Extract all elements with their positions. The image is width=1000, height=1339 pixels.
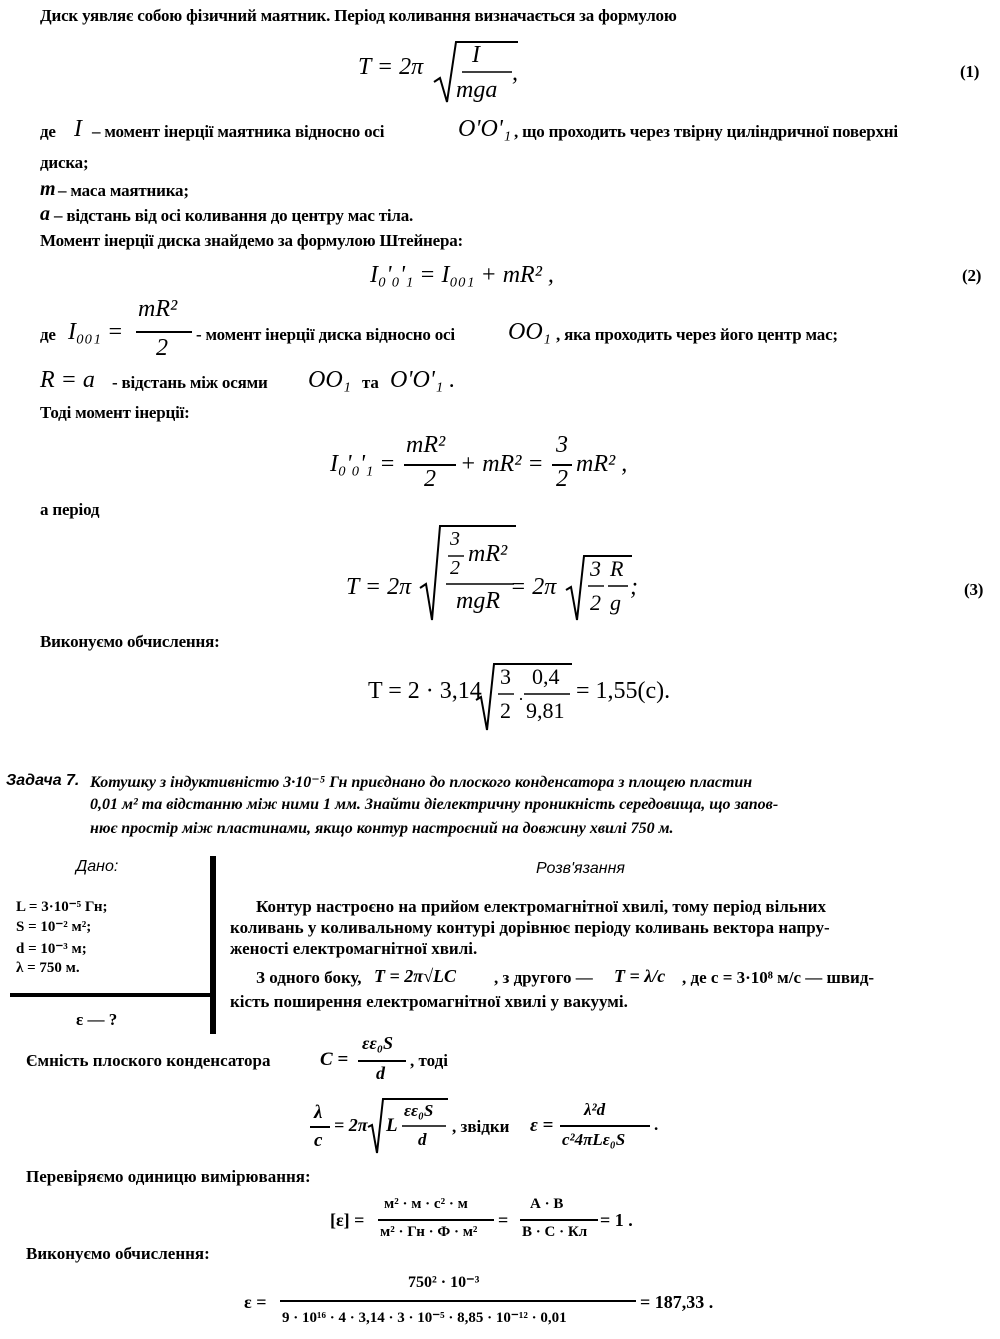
R-eq: R = a [40, 367, 95, 393]
eq3-radical2 [566, 554, 638, 624]
given-item-L: L = 3·10⁻⁵ Гн; [16, 899, 108, 915]
solution-p2b: , з другого — [494, 968, 593, 987]
units-num: м² · м · с² · м [384, 1196, 468, 1212]
eq3-r-c: R [610, 556, 624, 581]
solution-p2d: кість поширення електромагнітної хвилі у вакуумі. [230, 992, 628, 1011]
where-Ioo-lhs: I₀₀₁ = [68, 319, 124, 345]
moment-f2num: 3 [556, 432, 568, 458]
where-Ioo-a: де [40, 325, 56, 344]
eq3-inner-b: 2 [450, 557, 460, 579]
where-m-sym: m [40, 178, 56, 200]
solution-title: Розв'язання [536, 860, 625, 877]
R-and: та [362, 373, 379, 392]
lc-den: c [314, 1130, 323, 1151]
solution-p1-l3: женості електромагнітної хвилі. [230, 939, 478, 958]
where-a-text: – відстань від осі коливання до центру мас тіла. [54, 206, 414, 225]
given-vertical-divider [210, 856, 216, 1034]
cap-intro: Ємність плоского конденсатора [26, 1051, 271, 1070]
units-den2: В · С · Кл [522, 1224, 588, 1240]
cap-lhs: C = [320, 1049, 349, 1070]
units-fracline [378, 1219, 494, 1221]
eps-fracline [560, 1125, 650, 1127]
steiner-intro: Момент інерції диска знайдемо за формулою Штейнера: [40, 231, 464, 250]
calc-intro-2: Виконуємо обчислення: [26, 1244, 210, 1263]
eq3-inner-c: mR² [468, 541, 508, 567]
calc-intro-1: Виконуємо обчислення: [40, 632, 220, 651]
given-item-lambda: λ = 750 м. [16, 960, 80, 976]
eq1-tail: , [512, 60, 518, 86]
solution-p1-l2: коливань у коливальному контурі дорівнює періоду коливань вектора напру- [230, 918, 830, 937]
solution-p2-eq1: T = 2π√LC [374, 966, 456, 986]
calc-result: = 1,55(c). [576, 678, 671, 704]
calc-d: 9,81 [526, 698, 565, 723]
eq1-num: I [472, 42, 480, 68]
eq1-den: mga [456, 77, 498, 103]
where-Ioo-text2: , яка проходить через його центр мас; [556, 325, 838, 344]
where-Ioo-text: - момент інерції диска відносно осі [196, 325, 455, 344]
units-den: м² · Гн · Ф · м² [380, 1224, 478, 1240]
lc-L: L [386, 1115, 398, 1136]
eps-lhs: ε = [530, 1115, 554, 1136]
final-lhs: ε = [244, 1292, 267, 1312]
task7-line1: Котушку з індуктивністю 3·10⁻⁵ Гн приєднано до плоского конденсатора з площею пластин [90, 774, 753, 791]
lc-fracline [310, 1126, 330, 1128]
final-num: 750² · 10⁻³ [408, 1274, 480, 1291]
where-Ioo-fracline [136, 331, 192, 333]
lc-num: λ [314, 1102, 323, 1123]
where-m-text: – маса маятника; [58, 181, 189, 200]
task7-line3: нює простір між пластинами, якщо контур настроєний на довжину хвилі 750 м. [90, 820, 674, 837]
cap-den: d [376, 1063, 385, 1083]
eq2: I₀'₀'₁ = I₀₀₁ + mR² , [370, 262, 554, 288]
eq3-r-d: g [610, 590, 621, 615]
eq3-mid: = 2π [510, 574, 557, 600]
eq3-r-b: 2 [590, 590, 601, 615]
final-fracline [280, 1300, 636, 1302]
where-Ioo-den: 2 [156, 335, 168, 361]
moment-lhs: I₀'₀'₁ = [330, 451, 396, 477]
eq3-den: mgR [456, 588, 500, 614]
units-intro: Перевіряємо одиницю вимірювання: [26, 1167, 311, 1186]
eq1-lhs: T = 2π [358, 54, 424, 80]
then-moment: Тоді момент інерції: [40, 403, 190, 422]
calc-dot: · [518, 689, 524, 709]
eps-tail: . [654, 1115, 659, 1134]
intro-text: Диск уявляє собою фізичний маятник. Період коливання визначається за формулою [40, 6, 677, 25]
solution-p2-eq2: T = λ/c [614, 966, 666, 986]
given-item-S: S = 10⁻² м²; [16, 919, 92, 935]
where-Ioo-num: mR² [138, 296, 178, 322]
cap-tail: , тоді [410, 1051, 448, 1070]
given-find: ε — ? [76, 1010, 118, 1029]
given-title: Дано: [76, 858, 119, 875]
given-divider [10, 993, 214, 997]
where-I-sym: I [74, 116, 82, 142]
eq3-inner-a: 3 [450, 528, 460, 550]
lc-iden: d [418, 1130, 427, 1149]
lc-whence: , звідки [452, 1117, 510, 1136]
moment-f1num: mR² [406, 432, 446, 458]
where-Ioo-axis: OO₁ [508, 319, 552, 345]
where-I-text2: , що проходить через твірну циліндричної поверхні [514, 122, 898, 141]
task7-label: Задача 7. [6, 772, 80, 789]
and-period: а період [40, 500, 100, 519]
solution-p2a: З одного боку, [256, 968, 362, 987]
given-item-d: d = 10⁻³ м; [16, 941, 87, 957]
cap-num: εε₀S [362, 1033, 394, 1053]
calc-lhs: T = 2 · 3,14 [368, 678, 482, 704]
solution-p1-l1: Контур настроєно на прийом електромагнітної хвилі, тому період вільних [256, 897, 826, 916]
units-tail: = 1 . [600, 1210, 633, 1230]
eq1-number: (1) [960, 62, 980, 81]
eq2-number: (2) [962, 266, 982, 285]
units-lhs: [ε] = [330, 1210, 365, 1230]
eq3-lhs: T = 2π [346, 574, 412, 600]
where-I-axis: O'O'₁ [458, 116, 512, 142]
calc-c: 0,4 [532, 664, 560, 689]
R-desc: - відстань між осями [112, 373, 268, 392]
eps-num: λ²d [584, 1100, 606, 1119]
cap-fracline [358, 1060, 406, 1062]
units-mid: = [498, 1210, 509, 1230]
eps-den: c²4πLε₀S [562, 1130, 626, 1149]
lc-mid: = 2π [334, 1115, 368, 1135]
units-fracline2 [520, 1219, 598, 1221]
where-I-text3: диска; [40, 153, 89, 172]
moment-tail: mR² , [576, 451, 628, 477]
moment-f2den: 2 [556, 466, 568, 492]
calc-a: 3 [500, 664, 511, 689]
lc-inum: εε₀S [404, 1101, 434, 1120]
R-axis1: OO₁ [308, 367, 352, 393]
units-num2: А · В [530, 1196, 564, 1212]
eq3-number: (3) [964, 580, 984, 599]
solution-p2c: , де c = 3·10⁸ м/с — швид- [682, 968, 875, 987]
where-I-text: – момент інерції маятника відносно осі [92, 122, 385, 141]
where-I-a: де [40, 122, 56, 141]
final-den: 9 · 10¹⁶ · 4 · 3,14 · 3 · 10⁻⁵ · 8,85 · 10⁻¹² · 0,01 [282, 1310, 567, 1326]
eq3-r-a: 3 [590, 556, 601, 581]
R-axis2: O'O'₁ . [390, 367, 456, 393]
moment-mid: + mR² = [460, 451, 544, 477]
eq3-tail: ; [630, 574, 638, 600]
task7-line2: 0,01 м² та відстанню між ними 1 мм. Знайти діелектричну проникність середовища, що запов- [90, 796, 779, 813]
moment-f1den: 2 [424, 466, 436, 492]
final-result: = 187,33 . [640, 1292, 714, 1312]
calc-b: 2 [500, 698, 511, 723]
where-a-sym: a [40, 203, 50, 225]
